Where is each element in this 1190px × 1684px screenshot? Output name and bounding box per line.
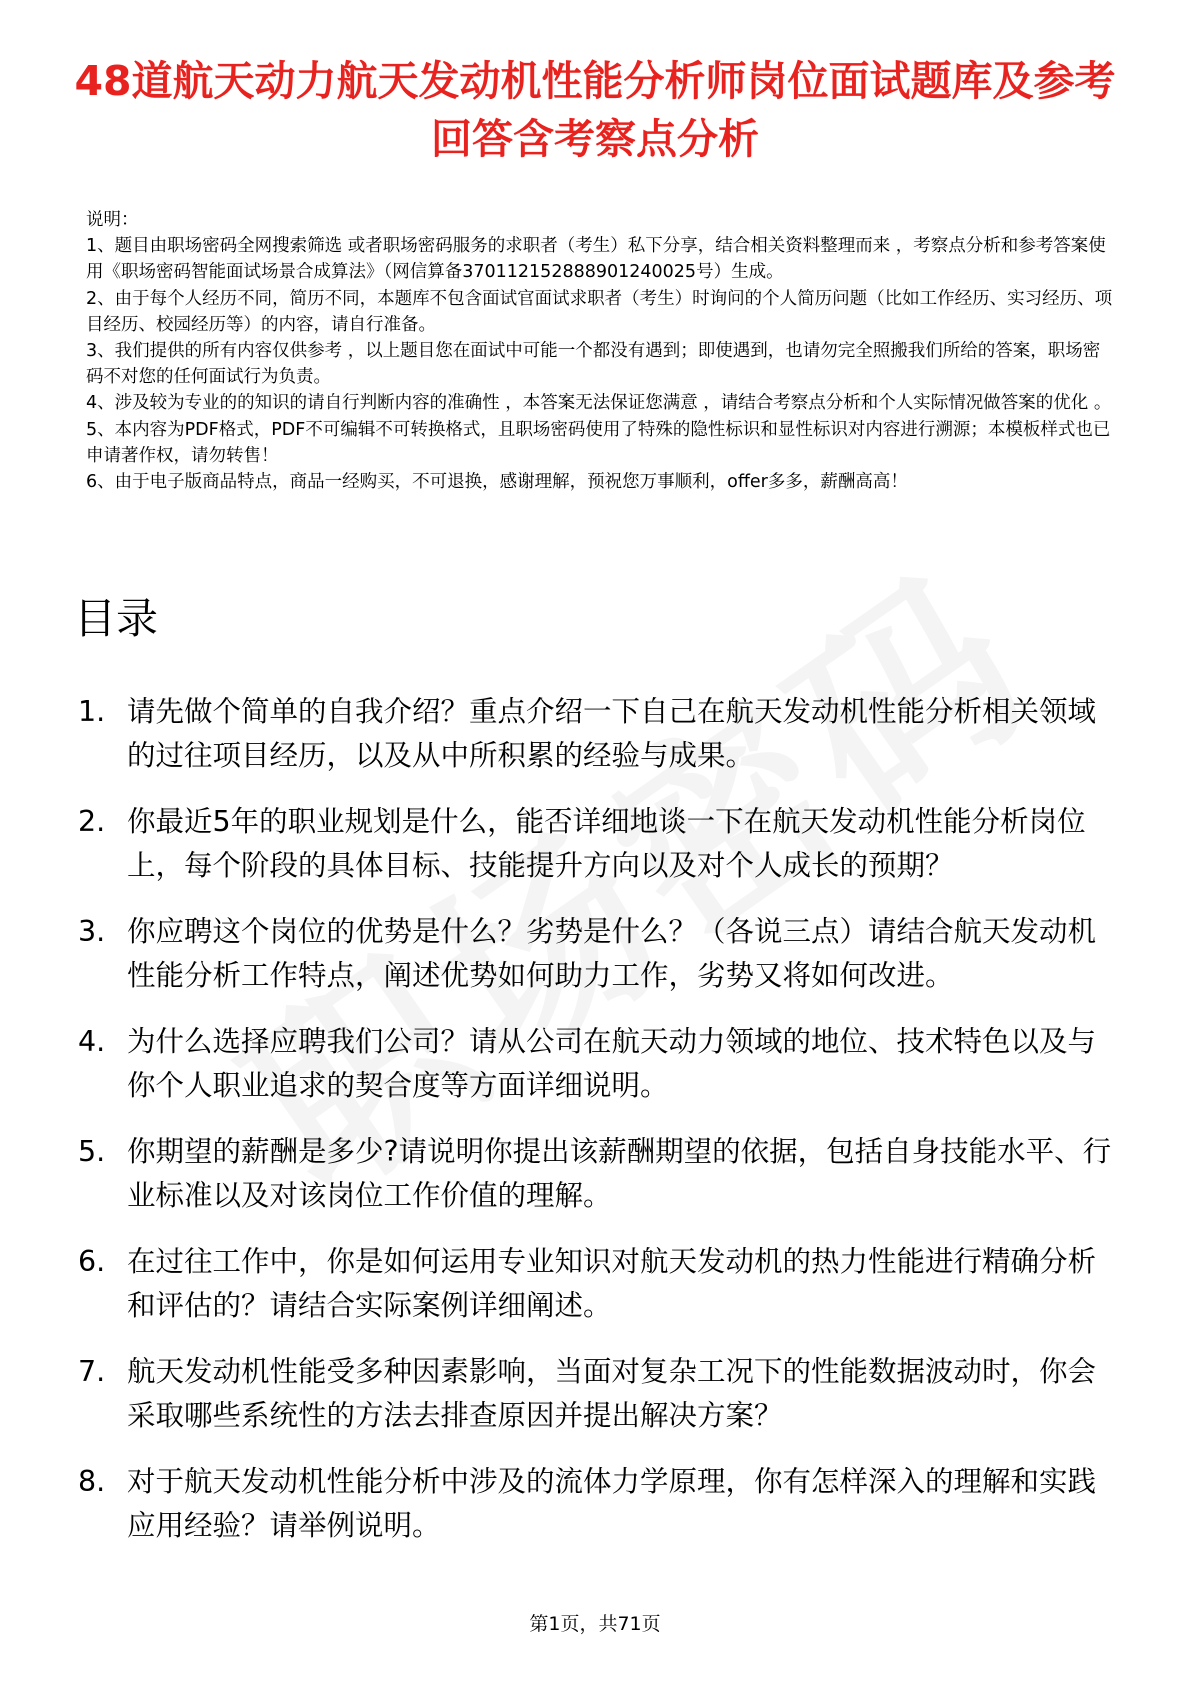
toc-list [60,690,1120,1570]
toc-item-text: 对于航天发动机性能分析中涉及的流体力学原理，你有怎样深入的理解和实践应用经验？请举例说明。 [127,1465,1097,1542]
toc-item-number: 6. [78,1245,106,1278]
toc-item-number: 3. [78,915,106,948]
document-title: 48道航天动力航天发动机性能分析师岗位面试题库及参考回答含考察点分析 [74,57,1116,163]
note-item: 4、涉及较为专业的的知识的请自行判断内容的准确性 ，本答案无法保证您满意 ，请结合考察点分析和个人实际情况做答案的优化 。 [86,393,1112,414]
toc-item[interactable] [60,1240,1120,1328]
note-item: 5、本内容为PDF格式，PDF不可编辑不可转换格式，且职场密码使用了特殊的隐性标识和显性标识对内容进行溯源；本模板样式也已申请著作权，请勿转售！ [86,419,1111,466]
toc-item[interactable] [60,690,1120,778]
toc-item-number: 2. [78,805,106,838]
toc-item[interactable] [60,1020,1120,1108]
toc-item-text: 航天发动机性能受多种因素影响，当面对复杂工况下的性能数据波动时，你会采取哪些系统性的方法去排查原因并提出解决方案？ [127,1355,1097,1432]
note-item: 6、由于电子版商品特点，商品一经购买，不可退换，感谢理解，预祝您万事顺利，offer多多，薪酬高高！ [86,472,908,493]
note-item: 3、我们提供的所有内容仅供参考 ，以上题目您在面试中可能一个都没有遇到；即使遇到，也请勿完全照搬我们所给的答案，职场密码不对您的任何面试行为负责。 [86,341,1101,388]
toc-item-text: 你期望的薪酬是多少?请说明你提出该薪酬期望的依据，包括自身技能水平、行业标准以及对该岗位工作价值的理解。 [127,1135,1112,1212]
toc-item-number: 1. [78,695,106,728]
toc-heading: 目录 [74,594,159,643]
notes-heading: 说明： [86,210,139,230]
toc-item-text: 在过往工作中，你是如何运用专业知识对航天发动机的热力性能进行精确分析和评估的？请结合实际案例详细阐述。 [127,1245,1097,1322]
toc-item[interactable] [60,1130,1120,1218]
toc-item-text: 你应聘这个岗位的优势是什么？劣势是什么？（各说三点）请结合航天发动机性能分析工作特点，阐述优势如何助力工作，劣势又将如何改进。 [127,915,1097,992]
toc-item-text: 为什么选择应聘我们公司？请从公司在航天动力领域的地位、技术特色以及与你个人职业追求的契合度等方面详细说明。 [127,1025,1097,1102]
toc-item-number: 4. [78,1025,106,1058]
note-item: 1、题目由职场密码全网搜索筛选 或者职场密码服务的求职者（考生）私下分享，结合相关资料整理而来 ，考察点分析和参考答案使用《职场密码智能面试场景合成算法》（网信算备370112152888901240025号）生成。 [86,236,1106,283]
toc-item[interactable] [60,1460,1120,1548]
page-number: 第1页，共71页 [529,1613,661,1635]
toc-item[interactable] [60,1350,1120,1438]
toc-item[interactable] [60,800,1120,888]
toc-item-text: 请先做个简单的自我介绍？重点介绍一下自己在航天发动机性能分析相关领域的过往项目经历，以及从中所积累的经验与成果。 [127,695,1097,772]
toc-item-number: 7. [78,1355,106,1388]
toc-item-number: 5. [78,1135,106,1168]
notes-section [86,207,1116,495]
toc-item-number: 8. [78,1465,106,1498]
note-item: 2、由于每个人经历不同，简历不同，本题库不包含面试官面试求职者（考生）时询问的个人简历问题（比如工作经历、实习经历、项目经历、校园经历等）的内容，请自行准备。 [86,288,1113,335]
toc-item-text: 你最近5年的职业规划是什么，能否详细地谈一下在航天发动机性能分析岗位上，每个阶段的具体目标、技能提升方向以及对个人成长的预期？ [127,805,1086,882]
toc-item[interactable] [60,910,1120,998]
